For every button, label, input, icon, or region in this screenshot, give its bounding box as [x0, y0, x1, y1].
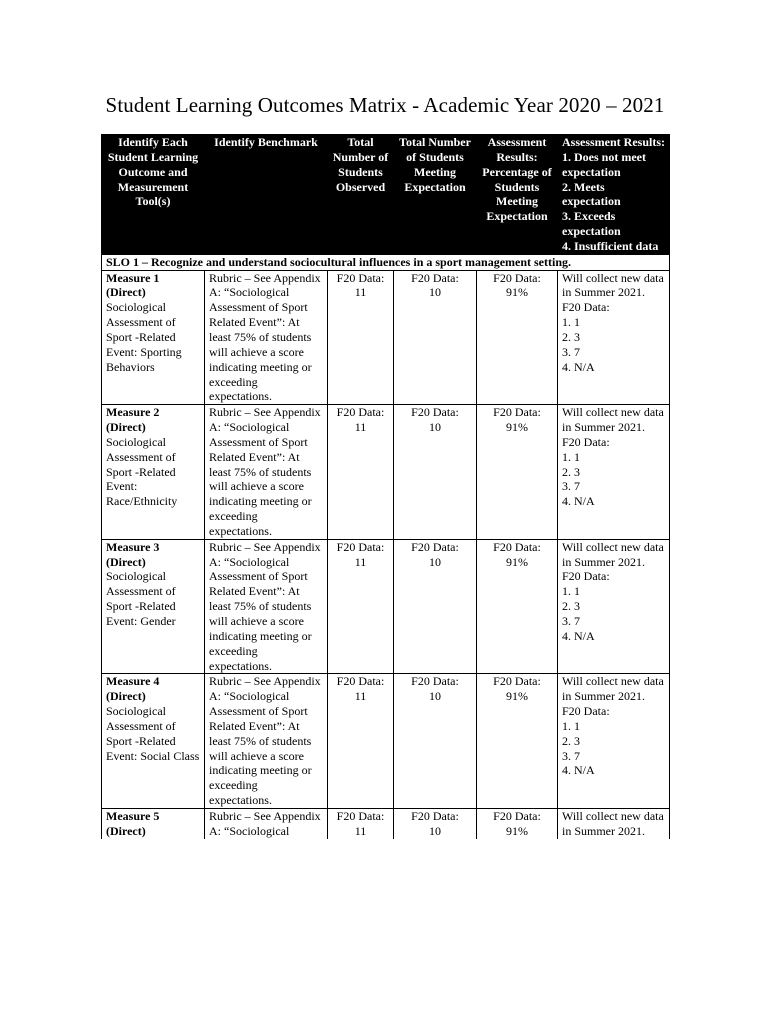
- meeting-cell: [394, 674, 477, 809]
- results-cell: [558, 405, 670, 540]
- results-cell: [558, 808, 670, 838]
- meeting-label: F20 Data:: [411, 674, 459, 689]
- measure-name: Measure 1: [106, 270, 160, 285]
- measure-description: Sociological Assessment of Sport -Related Event: Sporting Behaviors: [106, 300, 182, 374]
- meeting-cell: [394, 405, 477, 540]
- meeting-cell: [394, 808, 477, 838]
- meeting-value: 10: [429, 420, 441, 435]
- results-line: 1. 1: [562, 315, 580, 330]
- observed-label: F20 Data:: [336, 808, 385, 823]
- header-results-item: 2. Meets expectation: [562, 179, 621, 209]
- measure-description: Sociological Assessment of Sport -Related Event: Race/Ethnicity: [106, 434, 178, 509]
- results-cell: [558, 539, 670, 674]
- results-line: 3. 7: [562, 748, 580, 763]
- document-title: Student Learning Outcomes Matrix - Academic Year 2020 – 2021: [105, 93, 665, 117]
- measure-cell: [102, 405, 205, 540]
- header-meeting: Total Number of Students Meeting Expectation: [394, 135, 477, 255]
- percentage-label: F20 Data:: [493, 808, 541, 823]
- measure-row: [102, 539, 670, 674]
- results-line: 1. 1: [562, 584, 580, 599]
- measure-type: (Direct): [106, 420, 146, 435]
- measure-type: (Direct): [106, 823, 146, 838]
- measure-description: Sociological Assessment of Sport -Related Event: Social Class: [106, 704, 200, 763]
- measure-name: Measure 5: [106, 808, 160, 823]
- results-line: Will collect new data in Summer 2021.: [562, 674, 664, 704]
- results-cell: [558, 270, 670, 405]
- results-line: Will collect new data in Summer 2021.: [562, 405, 664, 435]
- header-results-item: 3. Exceeds expectation: [562, 209, 621, 239]
- results-line: 2. 3: [562, 464, 580, 479]
- header-results: [558, 135, 670, 255]
- observed-label: F20 Data:: [336, 539, 385, 554]
- measure-cell: [102, 674, 205, 809]
- meeting-value: 10: [429, 823, 441, 838]
- observed-value: 11: [354, 823, 367, 838]
- results-line: 3. 7: [562, 344, 580, 359]
- results-cell: [558, 674, 670, 809]
- results-line: 4. N/A: [562, 359, 595, 374]
- meeting-value: 10: [429, 285, 441, 300]
- measure-name: Measure 3: [106, 539, 160, 554]
- benchmark-cell: Rubric – See Appendix A: “Sociological Assessment of Sport Related Event”: At least 75% of students will achieve a score indicating meeting or exceeding expectations.: [205, 405, 328, 540]
- observed-cell: [328, 808, 394, 838]
- benchmark-cell: Rubric – See Appendix A: “Sociological Assessment of Sport Related Event”: At least 75% of students will achieve a score indicating meeting or exceeding expectations.: [205, 539, 328, 674]
- header-observed: Total Number of Students Observed: [328, 135, 394, 255]
- results-line: 4. N/A: [562, 628, 595, 643]
- results-line: Will collect new data in Summer 2021.: [562, 270, 664, 300]
- measure-row: [102, 674, 670, 809]
- observed-cell: [328, 539, 394, 674]
- header-benchmark: Identify Benchmark: [205, 135, 328, 255]
- observed-label: F20 Data:: [336, 405, 385, 420]
- slo-1-heading: SLO 1 – Recognize and understand sociocultural influences in a sport management setting.: [102, 254, 670, 270]
- results-line: 3. 7: [562, 479, 580, 494]
- measure-cell: [102, 270, 205, 405]
- outcomes-matrix-table: [101, 134, 670, 839]
- percentage-label: F20 Data:: [493, 539, 541, 554]
- measure-cell: [102, 539, 205, 674]
- measure-type: (Direct): [106, 554, 146, 569]
- header-results-item: 4. Insufficient data: [562, 238, 659, 253]
- observed-label: F20 Data:: [336, 674, 385, 689]
- meeting-label: F20 Data:: [411, 270, 459, 285]
- percentage-label: F20 Data:: [493, 674, 541, 689]
- meeting-label: F20 Data:: [411, 539, 459, 554]
- observed-cell: [328, 270, 394, 405]
- results-line: 1. 1: [562, 449, 580, 464]
- benchmark-cell: Rubric – See Appendix A: “Sociological: [205, 808, 328, 838]
- percentage-value: 91%: [506, 554, 528, 569]
- observed-value: 11: [354, 420, 367, 435]
- header-results-item: 1. Does not meet expectation: [562, 149, 646, 179]
- observed-label: F20 Data:: [336, 270, 385, 285]
- results-line: 4. N/A: [562, 763, 595, 778]
- measure-description: Sociological Assessment of Sport -Related Event: Gender: [106, 569, 176, 628]
- header-row: [102, 135, 670, 255]
- observed-value: 11: [354, 285, 367, 300]
- measure-row: [102, 405, 670, 540]
- percentage-cell: [477, 270, 558, 405]
- header-outcome: Identify Each Student Learning Outcome and Measurement Tool(s): [102, 135, 205, 255]
- percentage-value: 91%: [506, 285, 528, 300]
- slo-row: [102, 254, 670, 270]
- results-line: Will collect new data in Summer 2021.: [562, 539, 664, 569]
- percentage-cell: [477, 674, 558, 809]
- measure-cell: [102, 808, 205, 838]
- percentage-cell: [477, 539, 558, 674]
- observed-cell: [328, 405, 394, 540]
- benchmark-cell: Rubric – See Appendix A: “Sociological Assessment of Sport Related Event”: At least 75% of students will achieve a score indicating meeting or exceeding expectations.: [205, 674, 328, 809]
- header-results-title: Assessment Results:: [562, 135, 665, 149]
- measure-name: Measure 2: [106, 405, 160, 420]
- results-line: 3. 7: [562, 614, 580, 628]
- header-percentage: Assessment Results: Percentage of Students Meeting Expectation: [477, 135, 558, 255]
- percentage-cell: [477, 808, 558, 838]
- observed-cell: [328, 674, 394, 809]
- results-line: 4. N/A: [562, 494, 595, 509]
- observed-value: 11: [354, 689, 367, 704]
- meeting-cell: [394, 270, 477, 405]
- results-line: 2. 3: [562, 733, 580, 748]
- measure-row: [102, 270, 670, 405]
- meeting-value: 10: [429, 689, 441, 704]
- benchmark-cell: Rubric – See Appendix A: “Sociological Assessment of Sport Related Event”: At least 75% of students will achieve a score indicating meeting or exceeding expectations.: [205, 270, 328, 405]
- percentage-value: 91%: [506, 420, 528, 435]
- observed-value: 11: [354, 554, 367, 569]
- results-line: F20 Data:: [562, 300, 610, 315]
- measure-row: [102, 808, 670, 838]
- results-line: F20 Data:: [562, 704, 610, 719]
- measure-type: (Direct): [106, 689, 146, 704]
- results-line: F20 Data:: [562, 434, 610, 449]
- meeting-value: 10: [429, 554, 441, 569]
- percentage-value: 91%: [506, 823, 528, 838]
- measure-type: (Direct): [106, 285, 146, 300]
- percentage-value: 91%: [506, 689, 528, 704]
- results-line: F20 Data:: [562, 569, 610, 584]
- measure-name: Measure 4: [106, 674, 160, 689]
- results-line: 2. 3: [562, 599, 580, 614]
- meeting-cell: [394, 539, 477, 674]
- meeting-label: F20 Data:: [411, 405, 459, 420]
- results-line: 1. 1: [562, 718, 580, 733]
- results-line: Will collect new data in Summer 2021.: [562, 808, 664, 838]
- meeting-label: F20 Data:: [411, 808, 459, 823]
- percentage-label: F20 Data:: [493, 270, 541, 285]
- results-line: 2. 3: [562, 329, 580, 344]
- percentage-label: F20 Data:: [493, 405, 541, 420]
- percentage-cell: [477, 405, 558, 540]
